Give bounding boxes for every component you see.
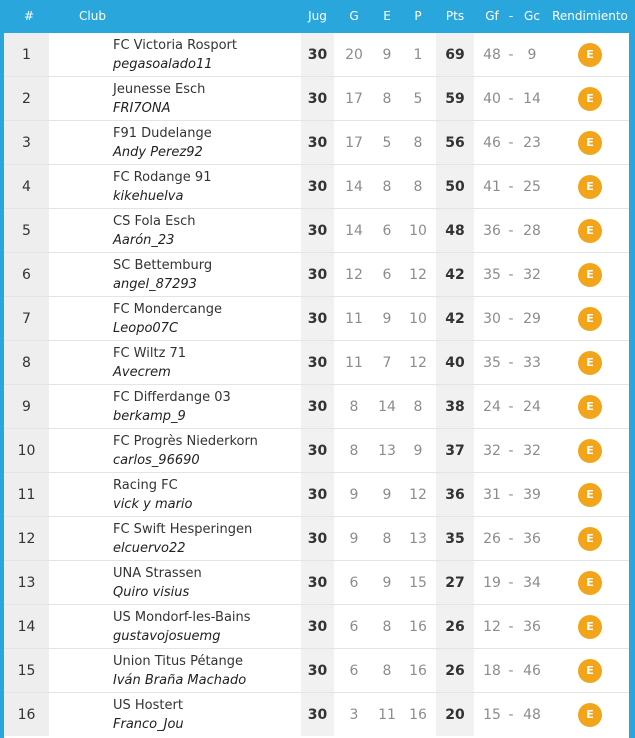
header-p[interactable]: P (414, 9, 422, 23)
goals-for-value: 31 (483, 487, 501, 503)
goals-against-value: 36 (523, 531, 541, 547)
goals-separator: - (508, 91, 514, 107)
points-value: 69 (445, 47, 465, 63)
draws-value: 6 (382, 223, 392, 239)
position-cell (4, 253, 49, 296)
played-value: 30 (307, 619, 328, 635)
points-cell (436, 385, 474, 428)
losses-value: 12 (409, 355, 427, 371)
played-value: 30 (307, 487, 328, 503)
goals-against-value: 46 (523, 663, 541, 679)
manager-name[interactable]: gustavojosuemg (113, 629, 221, 644)
table-row[interactable] (4, 561, 629, 605)
points-cell (436, 297, 474, 340)
played-cell (301, 605, 334, 648)
played-value: 30 (307, 179, 328, 195)
club-name[interactable]: FC Progrès Niederkorn (113, 434, 258, 449)
wins-value: 11 (345, 311, 363, 327)
played-cell (301, 693, 334, 736)
position-number: 8 (22, 355, 31, 371)
header-gc[interactable]: Gc (524, 9, 540, 23)
played-cell (301, 253, 334, 296)
manager-name[interactable]: FRI7ONA (113, 101, 171, 116)
position-cell (4, 385, 49, 428)
position-cell (4, 77, 49, 120)
played-value: 30 (307, 223, 328, 239)
goals-separator: - (508, 443, 514, 459)
wins-value: 17 (345, 135, 363, 151)
points-cell (436, 165, 474, 208)
club-name[interactable]: SC Bettemburg (113, 258, 213, 273)
goals-for-value: 35 (483, 267, 501, 283)
position-cell (4, 605, 49, 648)
losses-value: 16 (409, 619, 427, 635)
table-header (4, 0, 629, 33)
losses-value: 5 (413, 91, 423, 107)
position-number: 12 (17, 531, 36, 547)
wins-value: 9 (349, 487, 359, 503)
goals-separator: - (508, 663, 514, 679)
points-cell (436, 693, 474, 736)
position-number: 1 (22, 47, 31, 63)
draws-value: 14 (378, 399, 396, 415)
position-cell (4, 561, 49, 604)
club-name[interactable]: FC Victoria Rosport (113, 38, 237, 53)
wins-value: 14 (345, 179, 363, 195)
points-cell (436, 209, 474, 252)
goals-against-value: 48 (523, 707, 541, 723)
position-cell (4, 693, 49, 736)
played-value: 30 (307, 443, 328, 459)
points-value: 56 (445, 135, 465, 151)
performance-badge[interactable]: E (578, 527, 602, 551)
played-value: 30 (307, 663, 328, 679)
losses-value: 10 (409, 311, 427, 327)
club-name[interactable]: Jeunesse Esch (113, 82, 206, 97)
goals-for-value: 18 (483, 663, 501, 679)
goals-for-value: 12 (483, 619, 501, 635)
header-jug[interactable]: Jug (308, 9, 327, 23)
position-cell (4, 341, 49, 384)
manager-name[interactable]: Quiro visius (113, 585, 190, 600)
position-cell (4, 209, 49, 252)
performance-badge[interactable]: E (578, 263, 602, 287)
position-cell (4, 33, 49, 76)
goals-for-value: 15 (483, 707, 501, 723)
club-name[interactable]: Union Titus Pétange (113, 654, 244, 669)
goals-for-value: 46 (483, 135, 501, 151)
points-cell (436, 649, 474, 692)
played-cell (301, 473, 334, 516)
goals-separator: - (508, 575, 514, 591)
position-number: 7 (22, 311, 31, 327)
points-cell (436, 253, 474, 296)
goals-separator: - (508, 531, 514, 547)
points-cell (436, 605, 474, 648)
table-row[interactable] (4, 297, 629, 341)
club-name[interactable]: US Hostert (113, 698, 183, 713)
losses-value: 13 (409, 531, 427, 547)
manager-name[interactable]: vick y mario (113, 497, 193, 512)
performance-badge[interactable]: E (578, 483, 602, 507)
draws-value: 9 (382, 487, 392, 503)
manager-name[interactable]: Andy Perez92 (113, 145, 203, 160)
wins-value: 14 (345, 223, 363, 239)
table-row[interactable] (4, 385, 629, 429)
position-number: 6 (22, 267, 31, 283)
table-row[interactable] (4, 253, 629, 297)
performance-badge[interactable]: E (578, 615, 602, 639)
standings-table (4, 0, 629, 738)
manager-name[interactable]: carlos_96690 (113, 453, 200, 468)
played-cell (301, 429, 334, 472)
draws-value: 6 (382, 267, 392, 283)
position-number: 14 (17, 619, 36, 635)
points-cell (436, 77, 474, 120)
points-cell (436, 517, 474, 560)
draws-value: 8 (382, 663, 392, 679)
club-name[interactable]: F91 Dudelange (113, 126, 212, 141)
draws-value: 8 (382, 91, 392, 107)
goals-against-value: 29 (523, 311, 541, 327)
header-g[interactable]: G (349, 9, 359, 23)
header-sep: - (508, 9, 514, 23)
performance-badge[interactable]: E (578, 659, 602, 683)
header-e[interactable]: E (383, 9, 391, 23)
played-value: 30 (307, 311, 328, 327)
position-number: 4 (22, 179, 31, 195)
position-number: 11 (17, 487, 36, 503)
club-name[interactable]: FC Differdange 03 (113, 390, 231, 405)
goals-separator: - (508, 223, 514, 239)
goals-for-value: 36 (483, 223, 501, 239)
played-value: 30 (307, 707, 328, 723)
manager-name[interactable]: kikehuelva (113, 189, 184, 204)
goals-for-value: 40 (483, 91, 501, 107)
goals-against-value: 24 (523, 399, 541, 415)
points-value: 42 (445, 311, 465, 327)
played-cell (301, 297, 334, 340)
table-row[interactable] (4, 473, 629, 517)
performance-badge[interactable]: E (578, 439, 602, 463)
wins-value: 11 (345, 355, 363, 371)
played-cell (301, 121, 334, 164)
wins-value: 8 (349, 399, 359, 415)
goals-against-value: 32 (523, 267, 541, 283)
wins-value: 6 (349, 663, 359, 679)
position-number: 13 (17, 575, 36, 591)
losses-value: 8 (413, 135, 423, 151)
table-row[interactable] (4, 341, 629, 385)
points-cell (436, 561, 474, 604)
played-cell (301, 385, 334, 428)
wins-value: 6 (349, 575, 359, 591)
points-value: 27 (445, 575, 465, 591)
table-row[interactable] (4, 33, 629, 77)
goals-against-value: 14 (523, 91, 541, 107)
performance-badge[interactable]: E (578, 703, 602, 727)
table-row[interactable] (4, 605, 629, 649)
goals-separator: - (508, 311, 514, 327)
draws-value: 7 (382, 355, 392, 371)
table-row[interactable] (4, 121, 629, 165)
club-name[interactable]: FC Rodange 91 (113, 170, 212, 185)
position-number: 2 (22, 91, 31, 107)
performance-badge[interactable]: E (578, 43, 602, 67)
draws-value: 8 (382, 531, 392, 547)
manager-name[interactable]: angel_87293 (113, 277, 197, 292)
points-cell (436, 429, 474, 472)
goals-separator: - (508, 47, 514, 63)
points-cell (436, 473, 474, 516)
points-value: 26 (445, 619, 465, 635)
manager-name[interactable]: elcuervo22 (113, 541, 186, 556)
manager-name[interactable]: berkamp_9 (113, 409, 186, 424)
position-cell (4, 429, 49, 472)
goals-against-value: 36 (523, 619, 541, 635)
draws-value: 5 (382, 135, 392, 151)
performance-badge[interactable]: E (578, 219, 602, 243)
played-value: 30 (307, 399, 328, 415)
position-cell (4, 121, 49, 164)
header-club[interactable]: Club (79, 9, 106, 23)
performance-badge[interactable]: E (578, 351, 602, 375)
draws-value: 8 (382, 179, 392, 195)
wins-value: 12 (345, 267, 363, 283)
goals-separator: - (508, 487, 514, 503)
table-row[interactable] (4, 429, 629, 473)
goals-separator: - (508, 399, 514, 415)
points-value: 59 (445, 91, 465, 107)
position-cell (4, 297, 49, 340)
club-name[interactable]: US Mondorf-les-Bains (113, 610, 251, 625)
performance-badge[interactable]: E (578, 87, 602, 111)
goals-separator: - (508, 355, 514, 371)
draws-value: 9 (382, 47, 392, 63)
played-cell (301, 209, 334, 252)
performance-badge[interactable]: E (578, 395, 602, 419)
header-gf[interactable]: Gf (485, 9, 499, 23)
losses-value: 16 (409, 663, 427, 679)
played-value: 30 (307, 91, 328, 107)
goals-against-value: 34 (523, 575, 541, 591)
goals-for-value: 26 (483, 531, 501, 547)
goals-against-value: 23 (523, 135, 541, 151)
points-cell (436, 341, 474, 384)
club-name[interactable]: FC Swift Hesperingen (113, 522, 253, 537)
position-number: 10 (17, 443, 36, 459)
goals-against-value: 39 (523, 487, 541, 503)
goals-for-value: 24 (483, 399, 501, 415)
goals-against-value: 33 (523, 355, 541, 371)
club-name[interactable]: UNA Strassen (113, 566, 202, 581)
points-value: 50 (445, 179, 465, 195)
performance-badge[interactable]: E (578, 571, 602, 595)
position-number: 5 (22, 223, 31, 239)
played-cell (301, 517, 334, 560)
table-row[interactable] (4, 517, 629, 561)
wins-value: 17 (345, 91, 363, 107)
played-cell (301, 341, 334, 384)
table-row[interactable] (4, 693, 629, 737)
header-rendimiento[interactable]: Rendimiento (552, 9, 628, 23)
position-number: 15 (17, 663, 36, 679)
goals-separator: - (508, 707, 514, 723)
club-name[interactable]: CS Fola Esch (113, 214, 196, 229)
position-cell (4, 473, 49, 516)
table-row[interactable] (4, 77, 629, 121)
wins-value: 20 (345, 47, 363, 63)
goals-against-value: 32 (523, 443, 541, 459)
goals-for-value: 48 (483, 47, 501, 63)
losses-value: 12 (409, 267, 427, 283)
goals-separator: - (508, 135, 514, 151)
points-value: 37 (445, 443, 465, 459)
wins-value: 6 (349, 619, 359, 635)
played-cell (301, 165, 334, 208)
draws-value: 9 (382, 575, 392, 591)
played-cell (301, 77, 334, 120)
position-number: 9 (22, 399, 31, 415)
manager-name[interactable]: Avecrem (113, 365, 171, 380)
points-value: 20 (445, 707, 465, 723)
wins-value: 9 (349, 531, 359, 547)
points-value: 35 (445, 531, 465, 547)
losses-value: 8 (413, 399, 423, 415)
points-value: 36 (445, 487, 465, 503)
position-cell (4, 165, 49, 208)
table-row[interactable] (4, 649, 629, 693)
club-name[interactable]: FC Mondercange (113, 302, 223, 317)
losses-value: 15 (409, 575, 427, 591)
losses-value: 9 (413, 443, 423, 459)
played-value: 30 (307, 575, 328, 591)
position-number: 3 (22, 135, 31, 151)
wins-value: 8 (349, 443, 359, 459)
played-value: 30 (307, 135, 328, 151)
header-pos[interactable]: # (24, 9, 35, 23)
goals-for-value: 30 (483, 311, 501, 327)
points-cell (436, 121, 474, 164)
manager-name[interactable]: Iván Braña Machado (113, 673, 247, 688)
goals-against-value: 25 (523, 179, 541, 195)
goals-for-value: 19 (483, 575, 501, 591)
played-value: 30 (307, 531, 328, 547)
goals-against-value: 28 (523, 223, 541, 239)
goals-separator: - (508, 267, 514, 283)
club-name[interactable]: FC Wiltz 71 (113, 346, 187, 361)
played-value: 30 (307, 47, 328, 63)
manager-name[interactable]: Aarón_23 (113, 233, 175, 248)
points-value: 48 (445, 223, 465, 239)
draws-value: 8 (382, 619, 392, 635)
table-body (4, 33, 629, 737)
goals-for-value: 41 (483, 179, 501, 195)
points-value: 42 (445, 267, 465, 283)
points-value: 40 (445, 355, 465, 371)
goals-against-value: 9 (527, 47, 537, 63)
points-value: 38 (445, 399, 465, 415)
table-row[interactable] (4, 209, 629, 253)
manager-name[interactable]: Leopo07C (113, 321, 179, 336)
played-cell (301, 561, 334, 604)
played-cell (301, 649, 334, 692)
goals-separator: - (508, 179, 514, 195)
performance-badge[interactable]: E (578, 307, 602, 331)
header-pts[interactable]: Pts (445, 9, 465, 23)
manager-name[interactable]: Franco_Jou (113, 717, 184, 732)
points-value: 26 (445, 663, 465, 679)
goals-separator: - (508, 619, 514, 635)
played-cell (301, 33, 334, 76)
position-cell (4, 517, 49, 560)
goals-for-value: 32 (483, 443, 501, 459)
losses-value: 1 (413, 47, 423, 63)
losses-value: 8 (413, 179, 423, 195)
losses-value: 12 (409, 487, 427, 503)
performance-badge[interactable]: E (578, 175, 602, 199)
draws-value: 9 (382, 311, 392, 327)
draws-value: 13 (378, 443, 396, 459)
played-value: 30 (307, 355, 328, 371)
goals-for-value: 35 (483, 355, 501, 371)
club-name[interactable]: Racing FC (113, 478, 178, 493)
points-cell (436, 33, 474, 76)
position-cell (4, 649, 49, 692)
losses-value: 16 (409, 707, 427, 723)
performance-badge[interactable]: E (578, 131, 602, 155)
position-number: 16 (17, 707, 36, 723)
losses-value: 10 (409, 223, 427, 239)
manager-name[interactable]: pegasoalado11 (113, 57, 213, 72)
played-value: 30 (307, 267, 328, 283)
wins-value: 3 (349, 707, 359, 723)
draws-value: 11 (378, 707, 396, 723)
table-row[interactable] (4, 165, 629, 209)
